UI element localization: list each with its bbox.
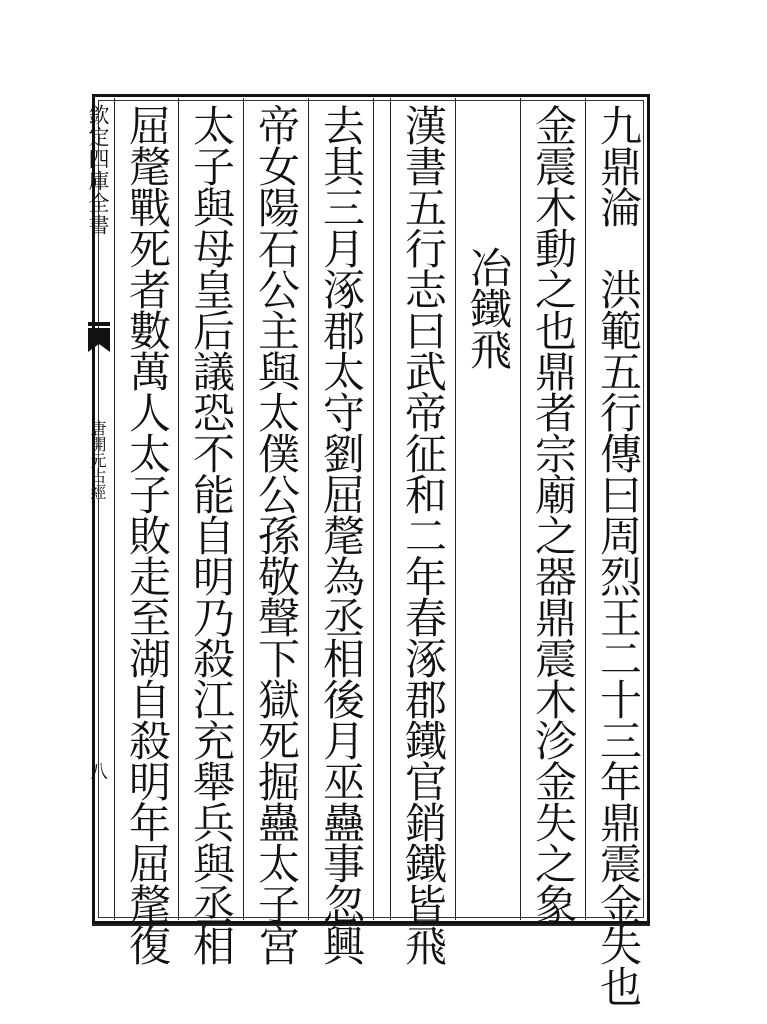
column-rule — [308, 98, 309, 920]
column-rule — [390, 98, 391, 920]
book-title: 欽定四庫全書 — [86, 104, 110, 236]
column-rule — [178, 98, 179, 920]
bottom-rule — [92, 924, 650, 932]
section-title: 唐開元占經 — [88, 420, 107, 500]
column-rule — [585, 98, 586, 920]
column-rule — [373, 98, 374, 920]
text-column-8: 太子與母皇后議恐不能自明乃殺江充舉兵與丞相 — [187, 104, 236, 965]
text-column-6: 去其三月涿郡太守劉屈氂為丞相後月巫蠱事忽興 — [317, 104, 366, 965]
text-column-9: 屈氂戰死者數萬人太子敗走至湖自殺明年屈氂復 — [123, 104, 172, 965]
page-number: 八 — [87, 762, 108, 780]
text-column-7: 帝女陽石公主與太僕公孫敬聲下獄死掘蠱太子宮 — [252, 104, 301, 965]
text-column-2: 金震木動之也鼎者宗廟之器鼎震木沴金失之象 — [529, 104, 578, 924]
section-heading: 冶鐵飛 — [464, 246, 513, 369]
text-column-5: 漢書五行志曰武帝征和二年春涿郡鐵官銷鐵皆飛 — [399, 104, 448, 965]
column-rule — [455, 98, 456, 920]
column-rule — [114, 98, 115, 920]
fish-tail-mark-icon — [88, 322, 110, 362]
text-column-1: 九鼎淪 洪範五行傳曰周烈王二十三年鼎震金失也 — [594, 104, 643, 1006]
column-rule — [243, 98, 244, 920]
column-rule — [520, 98, 521, 920]
